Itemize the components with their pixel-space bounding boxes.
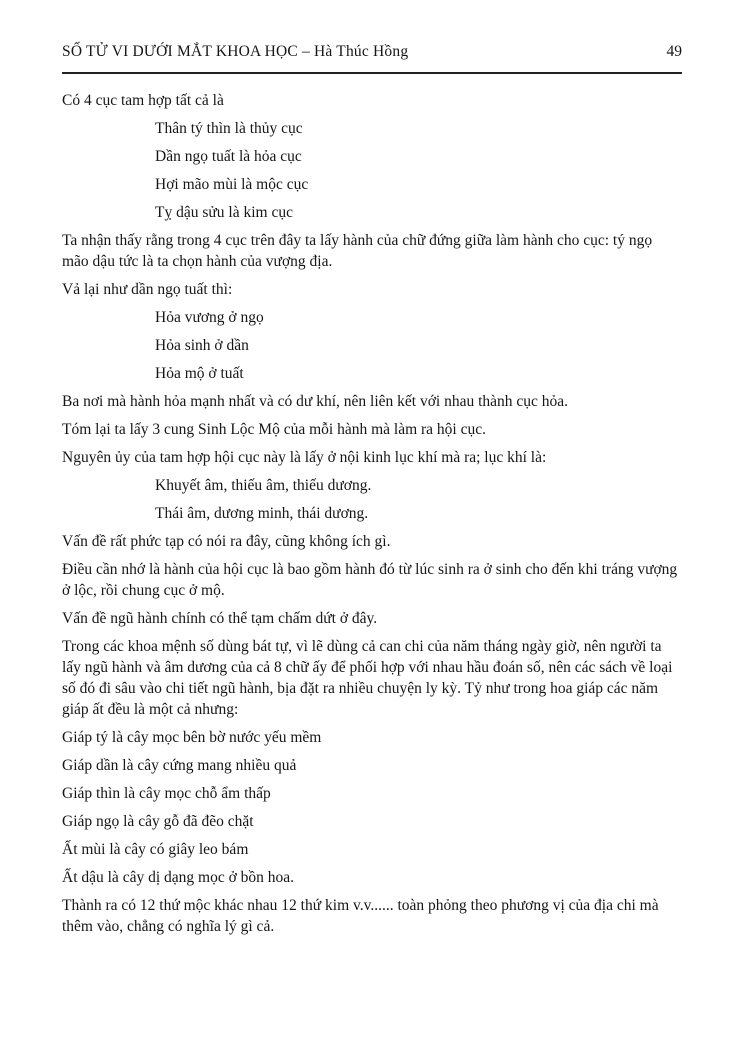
paragraph: Giáp tý là cây mọc bên bờ nước yếu mềm: [62, 729, 322, 746]
page-number: 49: [666, 43, 682, 60]
indented-line: Hợi mão mùi là mộc cục: [155, 176, 309, 193]
paragraph: Vả lại như dần ngọ tuất thì:: [62, 281, 233, 298]
paragraph: Ta nhận thấy rằng trong 4 cục trên đây ta lấy hành của chữ đứng giữa làm hành cho cục: tý ngọ mão dậu tức là ta chọn hành của vượng địa.: [62, 232, 653, 270]
indented-line: Hỏa vương ở ngọ: [155, 309, 264, 326]
paragraph: Ba nơi mà hành hỏa mạnh nhất và có dư khí, nên liên kết với nhau thành cục hỏa.: [62, 393, 569, 410]
paragraph: Ất dậu là cây dị dạng mọc ở bồn hoa.: [62, 869, 295, 886]
paragraph: Tóm lại ta lấy 3 cung Sinh Lộc Mộ của mỗi hành mà làm ra hội cục.: [62, 421, 486, 438]
page-content: [62, 74, 682, 937]
indented-line: Thái âm, dương minh, thái dương.: [155, 505, 369, 522]
paragraph: Có 4 cục tam hợp tất cả là: [62, 92, 224, 109]
paragraph: Nguyên ủy của tam hợp hội cục này là lấy ở nội kinh lục khí mà ra; lục khí là:: [62, 449, 547, 466]
paragraph: Giáp ngọ là cây gỗ đã đẽo chặt: [62, 813, 254, 830]
indented-line: Tỵ dậu sửu là kim cục: [155, 204, 293, 221]
page-header-title: SỐ TỬ VI DƯỚI MẮT KHOA HỌC – Hà Thúc Hồng: [62, 43, 409, 60]
paragraph: Trong các khoa mệnh số dùng bát tự, vì lẽ dùng cả can chi của năm tháng ngày giờ, nên người ta lấy ngũ hành và âm dương của cả 8 chữ ấy để phối hợp với nhau hầu đoán số, nên các sách về loại số đó đi sâu vào chi tiết ngũ hành, bịa đặt ra nhiều chuyện ly kỳ. Tỷ như trong hoa giáp các năm giáp ất đều là một cả nhưng:: [62, 638, 673, 718]
indented-line: Thân tý thìn là thủy cục: [155, 120, 303, 137]
paragraph: Vấn đề rất phức tạp có nói ra đây, cũng không ích gì.: [62, 533, 391, 550]
paragraph: Ất mùi là cây có giây leo bám: [62, 841, 249, 858]
indented-line: Hỏa sinh ở dần: [155, 337, 249, 354]
paragraph: Giáp thìn là cây mọc chỗ ẩm thấp: [62, 785, 271, 802]
indented-line: Khuyết âm, thiếu âm, thiếu dương.: [155, 477, 372, 494]
paragraph: Điều cần nhớ là hành của hội cục là bao gồm hành đó từ lúc sinh ra ở sinh cho đến khi tráng vượng ở lộc, rồi chung cục ở mộ.: [62, 561, 678, 599]
page-header: [62, 42, 682, 74]
paragraph: Giáp dần là cây cứng mang nhiều quả: [62, 757, 297, 774]
indented-line: Dần ngọ tuất là hỏa cục: [155, 148, 302, 165]
paragraph: Vấn đề ngũ hành chính có thể tạm chấm dứt ở đây.: [62, 610, 378, 627]
paragraph: Thành ra có 12 thứ mộc khác nhau 12 thứ kim v.v...... toàn phỏng theo phương vị của địa chi mà thêm vào, chẳng có nghĩa lý gì cả.: [62, 897, 659, 935]
indented-line: Hỏa mộ ở tuất: [155, 365, 244, 382]
